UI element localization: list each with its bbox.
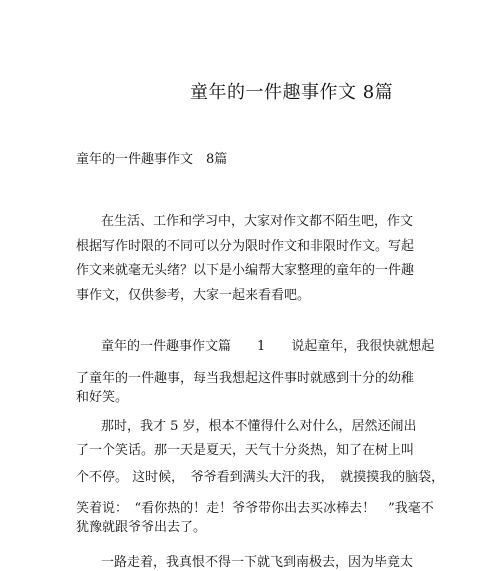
intro-line: 根据写作时限的不同可以分为限时作文和非限时作文。写起 <box>76 239 415 254</box>
intro-line: 作文来就毫无头绪？以下是小编帮大家整理的童年的一件趣 <box>76 263 415 278</box>
intro-line: 在生活、工作和学习中，大家对作文都不陌生吧，作文 <box>101 214 414 229</box>
document-title: 童年的一件趣事作文 8篇 <box>190 82 394 103</box>
body-line: 个不停。 这时候， 爷爷看到满头大汗的我， 就摸摸我的脑袋， <box>76 470 445 485</box>
body-line: 犹豫就跟爷爷出去了。 <box>76 520 207 535</box>
body-line: 那时，我才 5 岁，根本不懂得什么对什么，居然还闹出 <box>101 419 417 434</box>
document-subtitle: 童年的一件趣事作文 8篇 <box>76 152 228 167</box>
intro-line: 事作文，仅供参考，大家一起来看看吧。 <box>76 288 311 303</box>
body-line: 了一个笑话。那一天是夏天，天气十分炎热，知了在树上叫 <box>76 443 415 458</box>
body-line: 和好笑。 <box>76 390 129 405</box>
section-heading: 童年的一件趣事作文篇 1 说起童年，我很快就想起 <box>101 339 435 354</box>
body-line: 笑着说： “看你热的！走！爷爷带你出去买冰棒去！ ”我毫不 <box>76 501 434 516</box>
body-line: 了童年的一件趣事，每当我想起这件事时就感到十分的幼稚 <box>76 371 415 386</box>
body-line: 一路走着，我真恨不得一下就飞到南极去，因为毕竟太 <box>101 555 414 570</box>
